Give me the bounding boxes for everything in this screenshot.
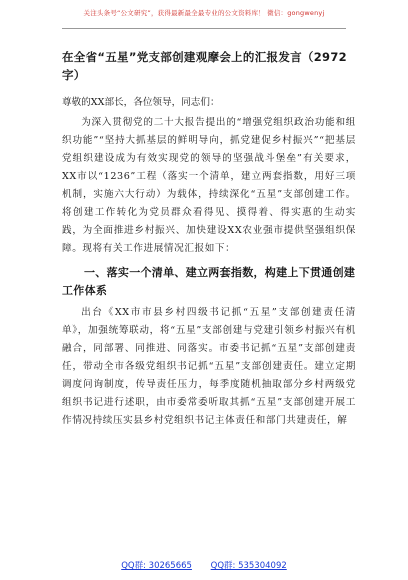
document-title: 在全省“五星”党支部创建观摩会上的汇报发言（2972字） — [62, 50, 347, 82]
section-paragraph: 出台《XX市市县乡村四级书记抓“五星”支部创建责任清单》，加强统筹联动，将“五星”支部创建与党建引领乡村振兴有机融合，同部署、同推进、同落实。市委书记抓“五星”支部创建责任，带动全市各级党组织书记抓“五星”支部创建责任。建立定期调度问询制度，传导责任压力，每季度随机抽取部分乡村两级党组织书记进行述职，由市委常委听取其抓“五星”支部创建开展工作情况持续压实县乡村党组织书记主体责任和部门共建责任，解 — [62, 307, 356, 426]
footer-qq-group-1[interactable]: QQ群: 30265665 — [121, 561, 192, 571]
footer-contacts — [0, 559, 408, 571]
salutation: 尊敬的XX部长，各位领导，同志们： — [62, 97, 220, 108]
section-heading: 一、落实一个清单、建立两套指数，构建上下贯通创建工作体系 — [62, 266, 356, 297]
document-body — [62, 48, 356, 434]
footer-qq-group-2[interactable]: QQ群: 535304092 — [210, 561, 287, 571]
header-divider — [62, 28, 346, 29]
intro-paragraph: 为深入贯彻党的二十大报告提出的“增强党组织政治功能和组织功能”“坚持大抓基层的鲜明导向，抓党建促乡村振兴”“把基层党组织建设成为有效实现党的领导的坚强战斗堡垒”有关要求，XX市以“1236”工程（落实一个清单，建立两套指数，用好三项机制，实施六大行动）为载体，持续深化“五星”支部创建工作。将创建工作转化为党员群众看得见、摸得着、得实惠的生动实践，为全面推进乡村振兴、加快建设XX农业强市提供坚强组织保障。现将有关工作进展情况汇报如下： — [62, 117, 356, 254]
header-banner: 关注头条号“公文研究”，获得最新最全最专业的公文资料库！ 微信：gongwenyj — [83, 9, 325, 17]
